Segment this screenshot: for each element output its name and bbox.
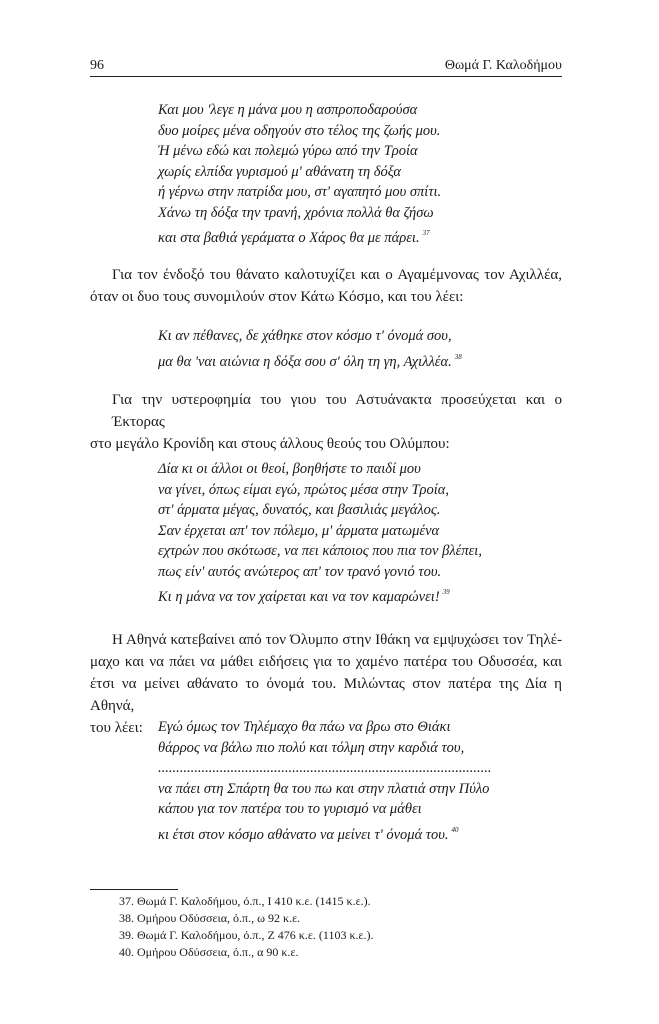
verse-line: κάπου για τον πατέρα του το γυρισμό να μάθει: [158, 801, 422, 817]
footnote-40: 40. Ομήρου Οδύσσεια, ό.π., α 90 κ.ε.: [119, 945, 299, 959]
verse-line: χωρίς ελπίδα γυρισμού μ' αθάνατη τη δόξα: [158, 163, 402, 180]
body-paragraph-1: [90, 264, 562, 308]
verse-line: Κι η μάνα να τον χαίρεται και να τον καμαρώνει! $^{39}$: [158, 588, 450, 605]
paragraph-line: έτσι να μείνει αθάνατο το όνομά του. Μιλώντας στον πατέρα της Δία η Αθηνά,: [90, 676, 562, 714]
verse-line: Χάνω τη δόξα την τρανή, χρόνια πολλά θα ζήσω: [158, 204, 434, 221]
footnote-rule: [90, 889, 178, 890]
verse-line: να γίνει, όπως είμαι εγώ, πρώτος μέσα στην Τροία,: [158, 481, 449, 498]
paragraph-line: Για την υστεροφημία του γιου του Αστυάνακτα προσεύχεται και ο Έκτορας: [112, 392, 562, 430]
body-paragraph-2: [90, 389, 562, 455]
verse-line: Και μου 'λεγε η μάνα μου η ασπροποδαρούσα: [158, 102, 418, 118]
running-head: Θωμά Γ. Καλοδήμου: [444, 58, 562, 73]
verse-quote-4: [158, 717, 492, 845]
footnotes: [119, 893, 374, 961]
footnote-37: 37. Θωμά Γ. Καλοδήμου, ό.π., Ι 410 κ.ε. (1415 κ.ε.).: [119, 894, 371, 908]
footnote-ref: 38: [454, 352, 462, 361]
verse-line: Εγώ όμως τον Τηλέμαχο θα πάω να βρω στο Θιάκι: [158, 719, 451, 735]
verse-line: στ' άρματα μέγας, δυνατός, και βασιλιάς μεγάλος.: [158, 502, 441, 518]
verse-line: και στα βαθιά γεράματα ο Χάρος θα με πάρει. $^{37}$: [158, 229, 430, 246]
paragraph-line: μαχο και να πάει να μάθει ειδήσεις για το χαμένο πατέρα του Οδυσσέα, και: [90, 654, 562, 670]
verse-line: Δία κι οι άλλοι οι θεοί, βοηθήστε το παιδί μου: [158, 461, 421, 477]
footnote-39: 39. Θωμά Γ. Καλοδήμου, ό.π., Ζ 476 κ.ε. (1103 κ.ε.).: [119, 928, 374, 942]
verse-quote-1: [158, 100, 441, 249]
paragraph-line: Η Αθηνά κατεβαίνει από τον Όλυμπο στην Ιθάκη να εμψυχώσει τον Τηλέ-: [112, 632, 562, 648]
verse-quote-3: [158, 459, 482, 608]
footnote-ref: 40: [451, 825, 459, 834]
verse-line: εχτρών που σκότωσε, να πει κάποιος που πια τον βλέπει,: [158, 543, 482, 559]
verse-line: ή γέρνω στην πατρίδα μου, στ' αγαπητό μου σπίτι.: [158, 184, 442, 200]
verse-line: θάρρος να βάλω πιο πολύ και τόλμη στην καρδιά του,: [158, 739, 465, 756]
verse-line: Ή μένω εδώ και πολεμώ γύρω από την Τροία: [158, 143, 418, 159]
verse-line: δυο μοίρες μένα οδηγούν στο τέλος της ζωής μου.: [158, 122, 441, 139]
verse-line: Κι αν πέθανες, δε χάθηκε στον κόσμο τ' όνομά σου,: [158, 328, 452, 344]
footnote-ref: 39: [442, 588, 450, 596]
verse-line: να πάει στη Σπάρτη θα του πω και στην πλατιά στην Πύλο: [158, 780, 490, 797]
footnote-ref: 37: [422, 229, 430, 237]
paragraph-line: Για τον ένδοξό του θάνατο καλοτυχίζει και ο Αγαμέμνονας τον Αχιλλέα,: [112, 267, 562, 283]
verse-line: πως είν' αυτός ανώτερος απ' τον τρανό γονιό του.: [158, 563, 442, 580]
footnote-38: 38. Ομήρου Οδύσσεια, ό.π., ω 92 κ.ε.: [119, 911, 301, 925]
page-number: 96: [90, 58, 104, 73]
verse-quote-2: [158, 326, 462, 372]
verse-line: Σαν έρχεται απ' τον πόλεμο, μ' άρματα ματωμένα: [158, 522, 440, 539]
paragraph-line: του λέει:: [90, 720, 143, 736]
page-header: [90, 58, 562, 77]
paragraph-line: στο μεγάλο Κρονίδη και στους άλλους θεούς του Ολύμπου:: [90, 436, 450, 452]
verse-line: κι έτσι στον κόσμο αθάνατο να μείνει τ' όνομά του. $^{40}$: [158, 825, 459, 843]
paragraph-line: όταν οι δυο τους συνομιλούν στον Κάτω Κόσμο, και του λέει:: [90, 289, 464, 305]
omission-dots: ............................................................................................: [158, 760, 492, 776]
verse-line: μα θα 'ναι αιώνια η δόξα σου σ' όλη τη γη, Αχιλλέα. $^{38}$: [158, 352, 462, 370]
